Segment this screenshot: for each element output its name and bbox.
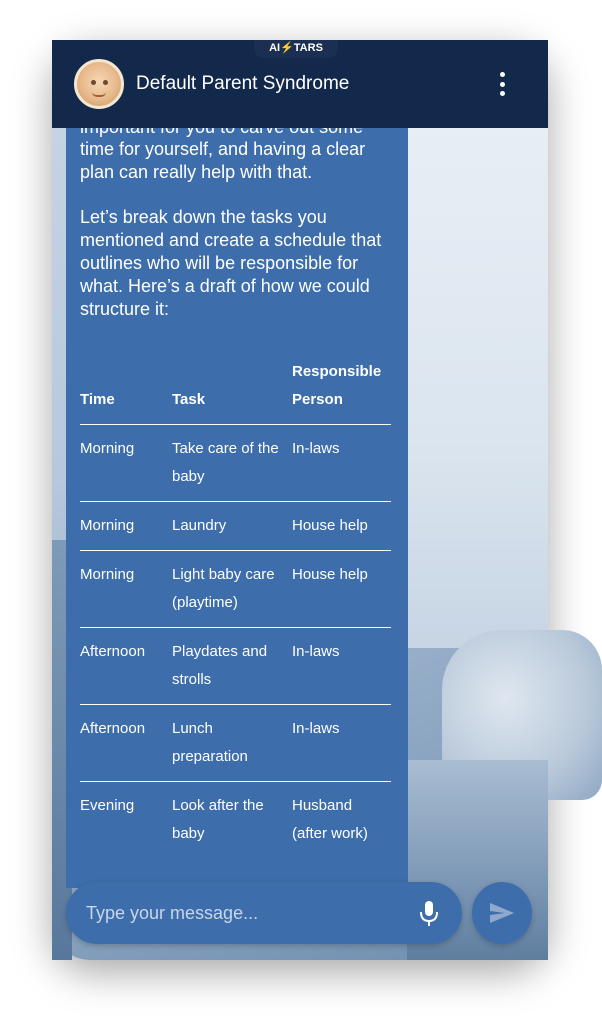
cell-person: In-laws <box>292 628 391 705</box>
background-window <box>407 128 548 648</box>
cell-person: In-laws <box>292 425 391 502</box>
bot-message-bubble <box>66 128 408 888</box>
cell-time: Morning <box>80 425 172 502</box>
table-header-row <box>80 358 391 425</box>
cell-person: House help <box>292 551 391 628</box>
message-paragraph-1: time for yourself, and having a clear plan can really help with that. <box>80 139 366 182</box>
send-icon <box>489 902 515 924</box>
cell-time: Afternoon <box>80 705 172 782</box>
table-row <box>80 705 391 782</box>
cell-time: Morning <box>80 502 172 551</box>
message-composer <box>66 882 462 944</box>
cell-person: In-laws <box>292 705 391 782</box>
menu-dot <box>500 72 505 77</box>
powered-by-badge[interactable] <box>254 40 338 58</box>
cell-time: Afternoon <box>80 628 172 705</box>
table-row <box>80 502 391 551</box>
cell-task: Laundry <box>172 502 292 551</box>
cell-person: Husband (after work) <box>292 797 368 842</box>
avatar-mouth <box>92 92 106 97</box>
microphone-icon[interactable] <box>418 900 440 928</box>
badge-left-text: AI <box>269 42 281 54</box>
schedule-table <box>80 358 391 858</box>
table-row <box>80 551 391 628</box>
menu-dot <box>500 82 505 87</box>
cell-time: Evening <box>80 797 135 814</box>
cell-task: Lunch preparation <box>172 705 292 782</box>
lightning-icon: ⚡ <box>280 42 294 54</box>
column-header-task: Task <box>172 358 292 425</box>
avatar-eye <box>103 80 108 85</box>
table-row <box>80 425 391 502</box>
menu-dot <box>500 91 505 96</box>
chat-widget <box>52 40 548 960</box>
avatar-eye <box>91 80 96 85</box>
cell-task: Look after the baby <box>172 797 264 842</box>
chat-title: Default Parent Syndrome <box>136 73 350 94</box>
bot-avatar <box>74 59 124 109</box>
column-header-responsible: Responsible Person <box>292 358 391 425</box>
cell-time: Morning <box>80 551 172 628</box>
cell-task: Take care of the baby <box>172 425 292 502</box>
message-paragraph-2: Let’s break down the tasks you mentioned and create a schedule that outlines who will be responsible for what. Here’s a draft of how we could structure it: <box>80 207 382 319</box>
message-input[interactable] <box>84 902 384 925</box>
column-header-time: Time <box>80 358 172 425</box>
badge-right-text: TARS <box>293 42 323 54</box>
cell-task: Playdates and strolls <box>172 628 292 705</box>
cell-task: Light baby care (playtime) <box>172 551 292 628</box>
table-row <box>80 628 391 705</box>
more-vertical-icon[interactable] <box>496 72 508 96</box>
cell-person: House help <box>292 502 391 551</box>
table-row <box>80 782 391 859</box>
send-button[interactable] <box>472 882 532 944</box>
